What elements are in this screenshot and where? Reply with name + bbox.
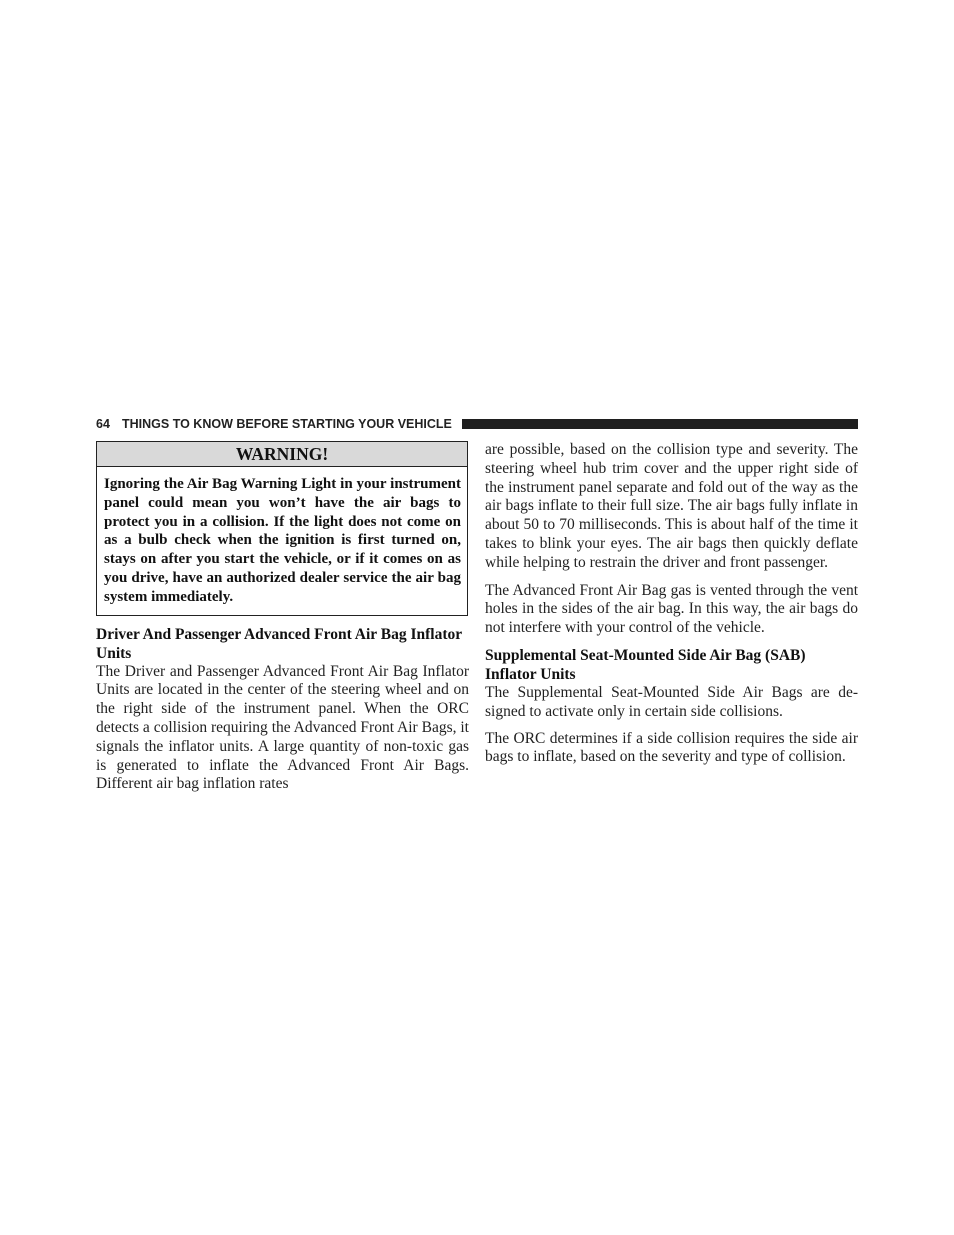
right-column <box>485 441 858 767</box>
paragraph-front-inflator: The Driver and Passenger Advanced Front Air Bag Inflator Units are located in the center of the steering wheel and on the right side of the instrument panel. When the ORC detects a collision requiring the Advanced Front Air Bags, it signals the inflator units. A large quantity of non-toxic gas is generated to inflate the Advanced Front Air Bags. Different air bag inflation rates <box>96 662 469 793</box>
page-number: 64 <box>96 417 110 431</box>
paragraph-gas-venting: The Advanced Front Air Bag gas is vented through the vent holes in the sides of the air bag. In this way, the air bags do not interfere with your control of the vehicle. <box>485 581 858 637</box>
left-column <box>96 441 469 794</box>
warning-box <box>96 441 468 616</box>
section-title: THINGS TO KNOW BEFORE STARTING YOUR VEHICLE <box>122 417 452 431</box>
section-heading-side-inflator: Supplemental Seat-Mounted Side Air Bag (SAB) Inflator Units <box>485 646 806 683</box>
warning-text: Ignoring the Air Bag Warning Light in your instrument panel could mean you won’t have the air bags to protect you in a collision. If the light does not come on as a bulb check when the ignition is first turned on, stays on after you start the vehicle, or if it comes on as you drive, have an authorized dealer service the air bag system immediately. <box>104 476 461 605</box>
paragraph-orc-side: The ORC determines if a side collision requires the side air bags to inflate, based on the severity and type of collision. <box>485 729 858 766</box>
header-rule-bar <box>462 419 858 429</box>
paragraph-inflation-rates: are possible, based on the collision type and severity. The steering wheel hub trim cover and the upper right side of the instrument panel separate and fold out of the way as the air bags inflate to their full size. The air bags fully inflate in about 50 to 70 milliseconds. This is about half of the time it takes to blink your eyes. The air bags then quickly deflate while helping to restrain the driver and front passenger. <box>485 441 858 571</box>
page-header <box>96 416 858 434</box>
paragraph-side-air-bags: The Supplemental Seat-Mounted Side Air Bags are designed to activate only in certain side collisions. <box>485 683 858 720</box>
warning-title: WARNING! <box>97 442 467 467</box>
section-heading-front-inflator: Driver And Passenger Advanced Front Air Bag Inflator Units <box>96 625 462 662</box>
